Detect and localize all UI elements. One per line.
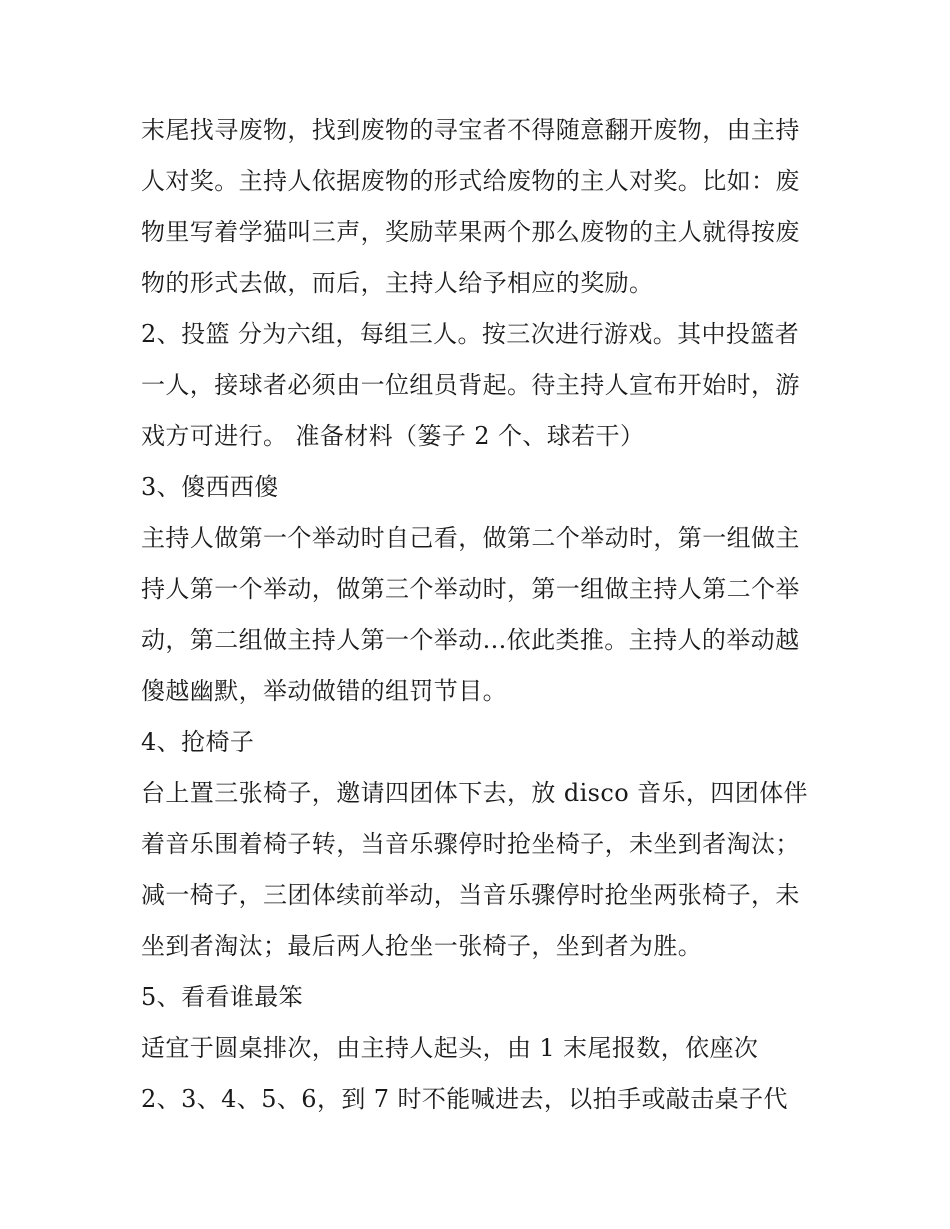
text-line: 2、3、4、5、6，到 7 时不能喊进去，以拍手或敲击桌子代	[141, 1085, 788, 1113]
text-line: 物的形式去做，而后，主持人给予相应的奖励。	[141, 269, 654, 297]
text-line: 傻越幽默，举动做错的组罚节目。	[141, 677, 507, 705]
section-heading-musical-chairs: 4、抢椅子	[141, 728, 255, 756]
document-body	[141, 105, 821, 1125]
text-line: 减一椅子，三团体续前举动，当音乐骤停时抢坐两张椅子，未	[141, 881, 800, 909]
text-line: 着音乐围着椅子转，当音乐骤停时抢坐椅子，未坐到者淘汰；	[141, 830, 800, 858]
section-heading-silly-mirror: 3、傻西西傻	[141, 473, 279, 501]
text-line: 末尾找寻废物，找到废物的寻宝者不得随意翻开废物，由主持	[141, 116, 800, 144]
text-line: 一人，接球者必须由一位组员背起。待主持人宣布开始时，游	[141, 371, 800, 399]
text-line: 适宜于圆桌排次，由主持人起头，由 1 末尾报数，依座次	[141, 1034, 759, 1062]
text-line: 动，第二组做主持人第一个举动...依此类推。主持人的举动越	[141, 626, 800, 654]
text-line: 坐到者淘汰；最后两人抢坐一张椅子，坐到者为胜。	[141, 932, 703, 960]
section-heading-who-is-dumbest: 5、看看谁最笨	[141, 983, 304, 1011]
section-heading-basketball: 2、投篮 分为六组，每组三人。按三次进行游戏。其中投篮者	[141, 320, 800, 348]
text-line: 物里写着学猫叫三声，奖励苹果两个那么废物的主人就得按废	[141, 218, 800, 246]
text-line: 台上置三张椅子，邀请四团体下去，放 disco 音乐，四团体伴	[141, 779, 808, 807]
text-line: 主持人做第一个举动时自己看，做第二个举动时，第一组做主	[141, 524, 800, 552]
text-line: 人对奖。主持人依据废物的形式给废物的主人对奖。比如：废	[141, 167, 800, 195]
text-line: 持人第一个举动，做第三个举动时，第一组做主持人第二个举	[141, 575, 800, 603]
text-line: 戏方可进行。 准备材料（篓子 2 个、球若干）	[141, 422, 645, 450]
